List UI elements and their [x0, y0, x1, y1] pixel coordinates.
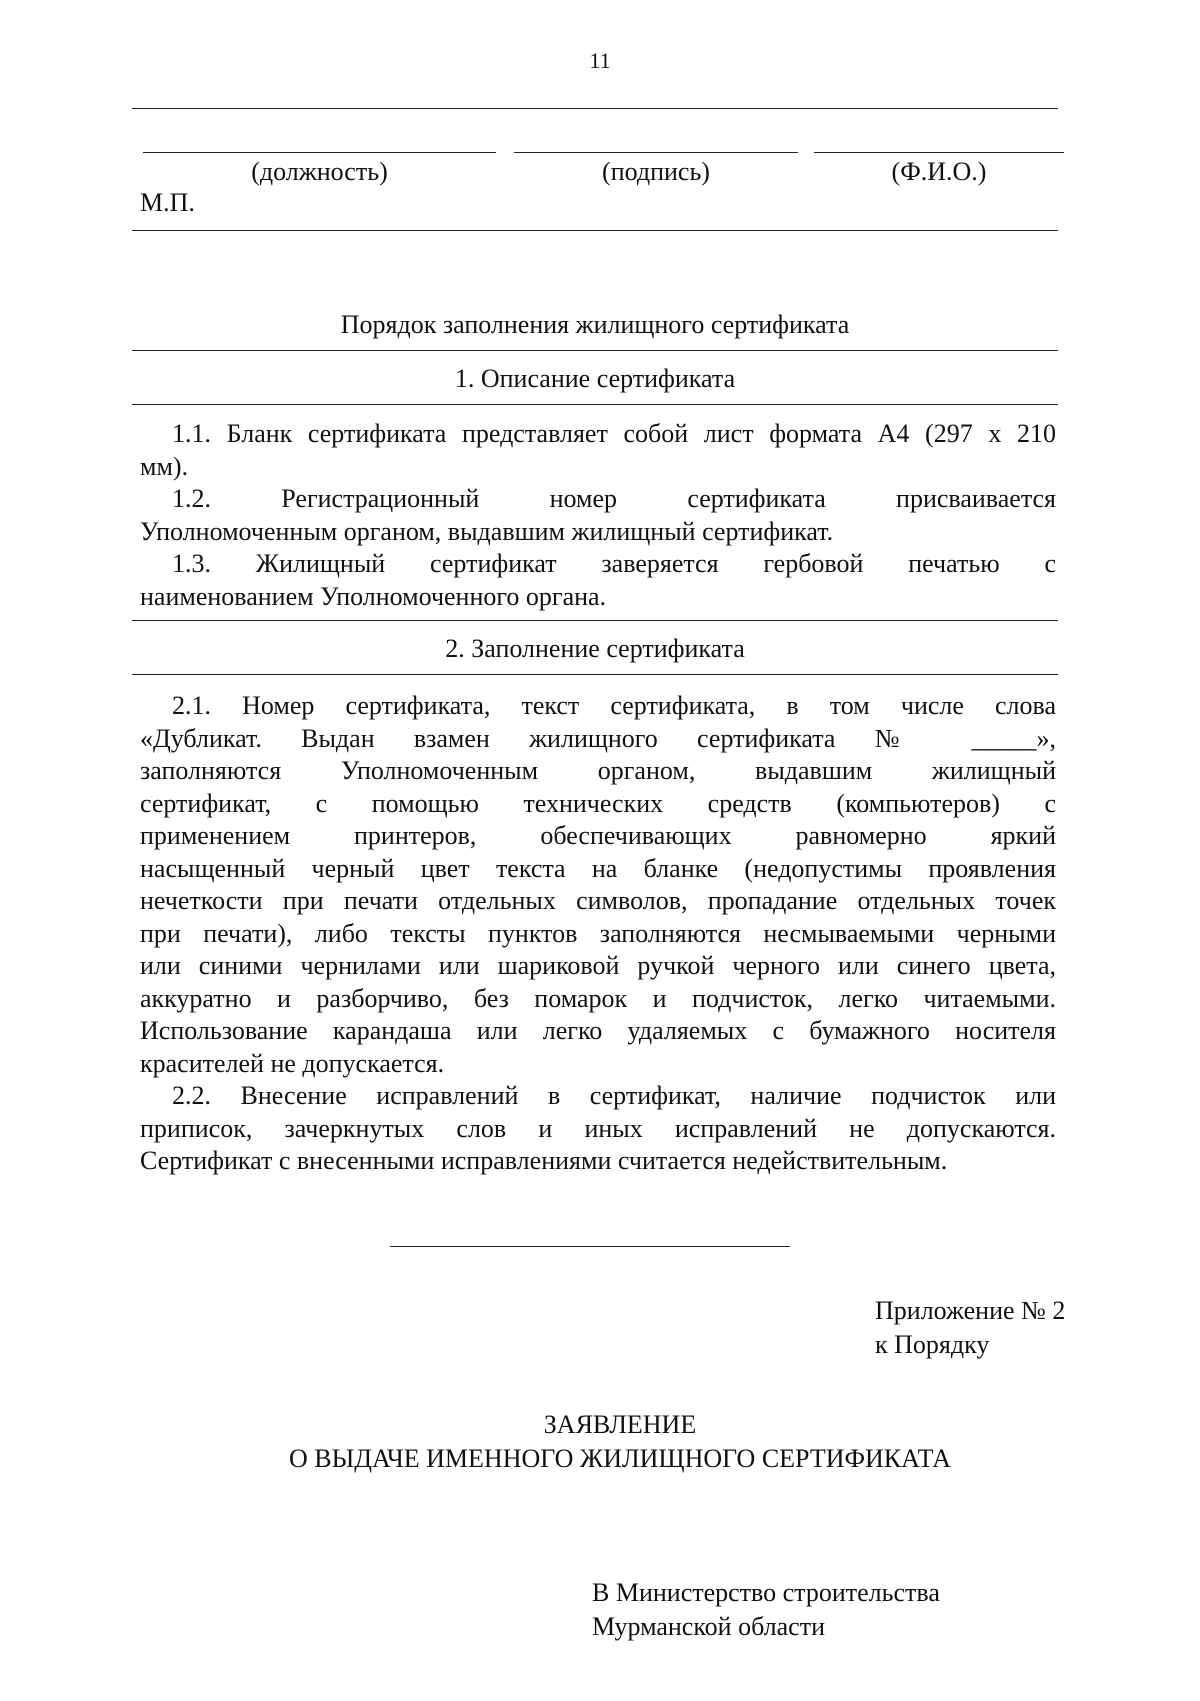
statement-title-line-1: ЗАЯВЛЕНИЕ	[543, 1410, 697, 1439]
end-separator-line	[390, 1246, 790, 1247]
annex-line-2: к Порядку	[875, 1330, 990, 1359]
paragraph-2-1-line: применением принтеров, обеспечивающих равномерно яркий	[140, 821, 1056, 850]
paragraph-2-1-line: нечеткости при печати отдельных символов, пропадание отдельных точек	[140, 886, 1056, 915]
top-rule	[132, 108, 1058, 109]
paragraph-2-2-line: Сертификат с внесенными исправлениями считается недействительным.	[140, 1146, 948, 1175]
signature-label: (подпись)	[602, 157, 710, 186]
paragraph-1-2-line: 1.2. Регистрационный номер сертификата присваивается	[172, 484, 1056, 513]
paragraph-2-1-line: сертификат, с помощью технических средств (компьютеров) с	[140, 788, 1056, 818]
position-label: (должность)	[251, 157, 388, 186]
page-number: 11	[589, 48, 611, 73]
section-2-paragraphs	[140, 690, 1056, 1178]
name-signature-line	[814, 152, 1064, 153]
procedure-title-rule	[132, 350, 1058, 351]
paragraph-2-1-line: насыщенный черный цвет текста на бланке (недопустимы проявления	[140, 853, 1056, 883]
paragraph-2-1-line: красителей не допускается.	[140, 1048, 445, 1078]
section-1-title-rule	[132, 404, 1058, 405]
paragraph-2-1-line: при печати), либо тексты пунктов заполняются несмываемыми черными	[140, 918, 1056, 948]
procedure-title: Порядок заполнения жилищного сертификата	[340, 310, 850, 339]
addressee-line-2: Мурманской области	[592, 1612, 825, 1641]
addressee-line-1: В Министерство строительства	[592, 1578, 940, 1607]
paragraph-2-1-line: заполняются Уполномоченным органом, выдавшим жилищный	[140, 756, 1056, 785]
section-1-bottom-rule	[132, 620, 1058, 621]
paragraph-1-2-line: Уполномоченным органом, выдавшим жилищный сертификат.	[140, 516, 834, 546]
section-2-title-rule	[132, 674, 1058, 675]
paragraph-1-3-line: наименованием Уполномоченного органа.	[140, 581, 607, 611]
paragraph-1-1-line: 1.1. Бланк сертификата представляет собой лист формата А4 (297 х 210	[172, 419, 1056, 448]
addressee	[592, 1576, 940, 1644]
paragraph-2-1-line: или синими чернилами или шариковой ручкой черного или синего цвета,	[140, 951, 1056, 980]
stamp-label: М.П.	[140, 188, 195, 217]
annex-line-1: Приложение № 2	[875, 1296, 1066, 1325]
paragraph-1-1-line: мм).	[140, 451, 189, 481]
signature-block-bottom-rule	[132, 230, 1058, 231]
position-signature-line	[143, 152, 496, 153]
statement-title-line-2: О ВЫДАЧЕ ИМЕННОГО ЖИЛИЩНОГО СЕРТИФИКАТА	[289, 1444, 951, 1473]
section-1-title: 1. Описание сертификата	[454, 364, 736, 393]
section-1-paragraphs	[140, 418, 1056, 613]
signature-line	[514, 152, 798, 153]
paragraph-2-1-line: 2.1. Номер сертификата, текст сертификата, в том числе слова	[172, 691, 1056, 720]
paragraph-1-3-line: 1.3. Жилищный сертификат заверяется гербовой печатью с	[172, 549, 1056, 578]
paragraph-2-1-line: «Дубликат. Выдан взамен жилищного сертификата № _____»,	[140, 723, 1056, 753]
section-2-title: 2. Заполнение сертификата	[445, 634, 745, 663]
name-label: (Ф.И.О.)	[891, 157, 987, 186]
paragraph-2-2-line: приписок, зачеркнутых слов и иных исправлений не допускаются.	[140, 1113, 1056, 1143]
paragraph-2-2-line: 2.2. Внесение исправлений в сертификат, наличие подчисток или	[172, 1081, 1056, 1110]
paragraph-2-1-line: аккуратно и разборчиво, без помарок и подчисток, легко читаемыми.	[140, 983, 1056, 1013]
annex-reference	[875, 1294, 1065, 1362]
paragraph-2-1-line: Использование карандаша или легко удаляемых с бумажного носителя	[140, 1016, 1056, 1045]
